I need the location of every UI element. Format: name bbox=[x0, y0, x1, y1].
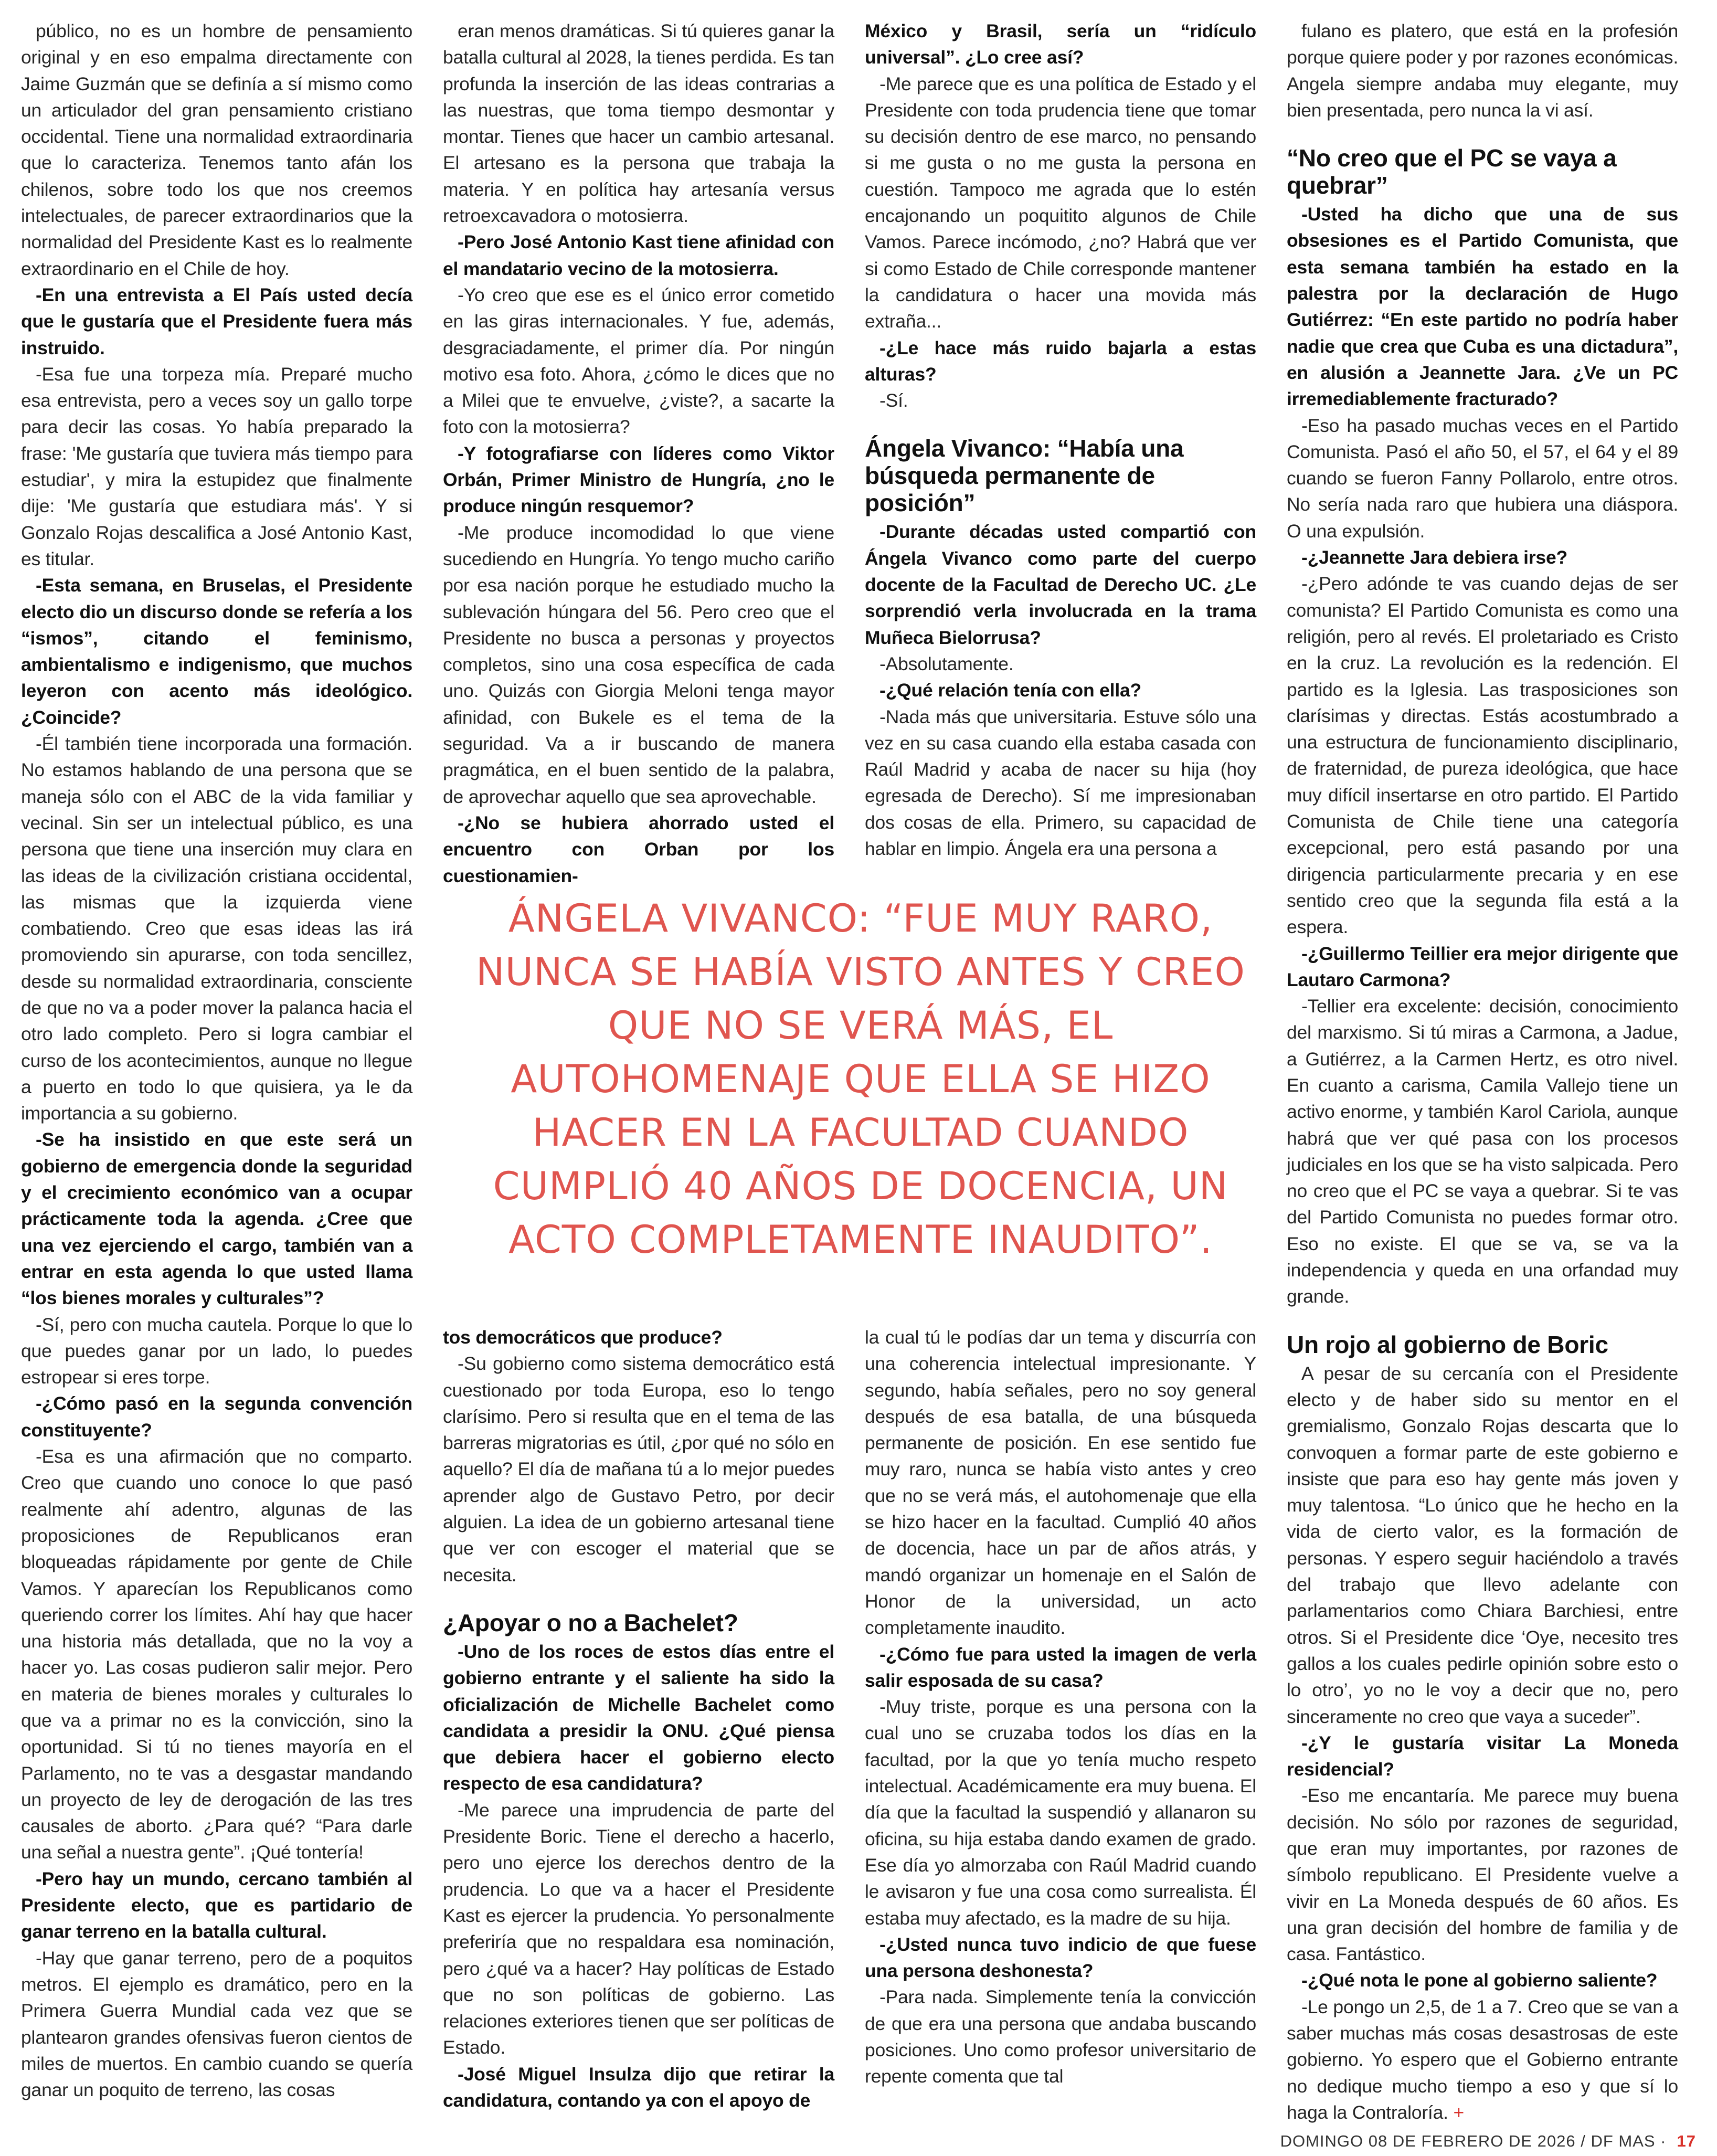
interview-question: México y Brasil, sería un “ridículo universal”. ¿Lo cree así? bbox=[865, 20, 1256, 68]
interview-question: -¿Jeannette Jara debiera irse? bbox=[1301, 547, 1567, 568]
body-paragraph: -Sí, pero con mucha cautela. Porque lo que lo que puedes ganar por un lado, lo puedes estropear si eres torpe. bbox=[21, 1314, 412, 1388]
column-4 bbox=[1287, 18, 1678, 2126]
section-heading: Un rojo al gobierno de Boric bbox=[1287, 1330, 1608, 1358]
interview-question: -Uno de los roces de estos días entre el gobierno entrante y el saliente ha sido la oficialización de Michelle Bachelet como candidata a presidir la ONU. ¿Qué piensa que debiera hacer el gobierno electo respecto de esa candidatura? bbox=[443, 1641, 834, 1794]
body-paragraph: -Me parece una imprudencia de parte del Presidente Boric. Tiene el derecho a hacerlo, pero uno ejerce los derechos dentro de la prudencia. Lo que va a hacer el Presidente Kast es ejercer la prudencia. Yo personalmente preferiría que no respaldara esa nominación, pero ¿qué va a hacer? Hay políticas de Estado que no son políticas de gobierno. Las relaciones exteriores tienen que ser políticas de Estado. bbox=[443, 1799, 834, 2058]
interview-question: -¿Cómo fue para usted la imagen de verla salir esposada de su casa? bbox=[865, 1643, 1256, 1691]
body-paragraph: -Me produce incomodidad lo que viene sucediendo en Hungría. Yo tengo mucho cariño por esa nación porque he estudiado mucho la sublevación húngara del 56. Pero creo que el Presidente no busca a personas y proyectos completos, sino una cosa específica de cada uno. Quizás con Giorgia Meloni tenga mayor afinidad, con Bukele es el tema de la seguridad. Va a ir buscando de manera pragmática, en el buen sentido de la palabra, de aprovechar aquello que sea aprovechable. bbox=[443, 522, 834, 807]
interview-question: -Usted ha dicho que una de sus obsesiones es el Partido Comunista, que esta semana también ha estado en la palestra por la declaración de Hugo Gutiérrez: “En este partido no podría haber nadie que crea que Cuba es una dictadura”, en alusión a Jeannette Jara. ¿Ve un PC irremediablemente fracturado? bbox=[1287, 204, 1678, 410]
end-mark: + bbox=[1448, 2101, 1465, 2123]
column-3-top bbox=[865, 18, 1256, 862]
page-footer bbox=[1280, 2132, 1696, 2151]
body-paragraph: -Eso ha pasado muchas veces en el Partido Comunista. Pasó el año 50, el 57, el 64 y el 89 cuando se fueron Fanny Pollarolo, entre otros. No sería nada raro que hubiera una diáspora. O una expulsión. bbox=[1287, 415, 1678, 542]
body-paragraph: -Tellier era excelente: decisión, conocimiento del marxismo. Si tú miras a Carmona, a Jadue, a Gutiérrez, a la Carmen Hertz, es otro nivel. En cuanto a carisma, Camila Vallejo tiene un activo enorme, y también Karol Cariola, aunque habrá que ver qué pasa con los procesos judiciales en los que se ha visto salpicada. Pero no creo que el PC se vaya a quebrar. Si te vas del Partido Comunista no puedes formar otro. Eso no existe. El que se va, se va la independencia y queda en una orfandad muy grande. bbox=[1287, 996, 1678, 1307]
interview-question: -¿Guillermo Teillier era mejor dirigente que Lautaro Carmona? bbox=[1287, 943, 1678, 990]
interview-question: -Pero hay un mundo, cercano también al Presidente electo, que es partidario de ganar terreno en la batalla cultural. bbox=[21, 1868, 412, 1942]
interview-question: -¿Qué nota le pone al gobierno saliente? bbox=[1301, 1970, 1658, 1991]
body-paragraph: fulano es platero, que está en la profesión porque quiere poder y por razones económicas. Angela siempre andaba muy elegante, muy bien presentada, pero nunca la vi así. bbox=[1287, 20, 1678, 121]
body-paragraph: -Él también tiene incorporada una formación. No estamos hablando de una persona que se maneja sólo con el ABC de la vida familiar y vecinal. Sin ser un intelectual público, es una persona que tiene una inserción muy clara en las ideas de la civilización cristiana occidental, las mismas que la izquierda viene combatiendo. Creo que esas ideas las irá promoviendo sin apurarse, con toda sencillez, desde su normalidad extraordinaria, consciente de que no va a poder mover la palanca hacia el otro lado completo. Pero si logra cambiar el curso de los acontecimientos, aunque no llegue a puerto en todo lo que quisiera, ya le da importancia a su gobierno. bbox=[21, 733, 412, 1124]
column-3-bottom bbox=[865, 1324, 1256, 2090]
interview-question: -¿Usted nunca tuvo indicio de que fuese una persona deshonesta? bbox=[865, 1933, 1256, 1982]
body-paragraph: la cual tú le podías dar un tema y discurría con una coherencia intelectual impresionante. Y segundo, había señales, pero no soy general después de esa batalla, de una búsqueda permanente de posición. En ese sentido fue muy raro, nunca se había visto antes y creo que no se verá más, el autohomenaje que ella se hizo hacer en la facultad. Cumplió 40 años de docencia, hace un par de años atrás, y mandó organizar un homenaje en el Salón de Honor de la universidad, un acto completamente inaudito. bbox=[865, 1327, 1256, 1639]
interview-question: -Se ha insistido en que este será un gobierno de emergencia donde la seguridad y el crecimiento económico van a ocupar prácticamente toda la agenda. ¿Cree que una vez ejerciendo el cargo, también van a entrar en esta agenda lo que usted llama “los bienes morales y culturales”? bbox=[21, 1129, 412, 1309]
interview-question: -En una entrevista a El País usted decía que le gustaría que el Presidente fuera más instruido. bbox=[21, 284, 412, 358]
interview-question: -José Miguel Insulza dijo que retirar la candidatura, contando ya con el apoyo de bbox=[443, 2063, 834, 2111]
body-paragraph: -Para nada. Simplemente tenía la convicción de que era una persona que andaba buscando posiciones. Uno como profesor universitario de repente comenta que tal bbox=[865, 1986, 1256, 2087]
body-paragraph: -Esa fue una torpeza mía. Preparé mucho esa entrevista, pero a veces soy un gallo torpe para decir las cosas. Yo había preparado la frase: 'Me gustaría que tuviera más tiempo para estudiar', y mira la estupidez que finalmente dije: 'Me gustaría que estudiara más'. Y si Gonzalo Rojas descalifica a José Antonio Kast, es titular. bbox=[21, 363, 412, 569]
section-heading: Ángela Vivanco: “Había una búsqueda permanente de posición” bbox=[865, 435, 1184, 517]
body-paragraph: público, no es un hombre de pensamiento original y en eso empalma directamente con Jaime Guzmán que se definía a sí mismo como un articulador del gran pensamiento cristiano occidental. Tiene una normalidad extraordinaria que lo caracteriza. Tenemos tanto afán los chilenos, sobre todo los que nos creemos intelectuales, de parecer extraordinarios que la normalidad del Presidente Kast es lo realmente extraordinario en el Chile de hoy. bbox=[21, 20, 412, 279]
pull-quote: ÁNGELA VIVANCO: “FUE MUY RARO, NUNCA SE HABÍA VISTO ANTES Y CREO QUE NO SE VERÁ MÁS, EL AUTOHOMENAJE QUE ELLA SE HIZO HACER EN LA FACULTAD CUANDO CUMPLIÓ 40 AÑOS DE DOCENCIA, UN ACTO COMPLETAMENTE INAUDITO”. bbox=[476, 896, 1245, 1262]
body-paragraph: -Eso me encantaría. Me parece muy buena decisión. No sólo por razones de seguridad, que eran muy importantes, por razones de símbolo republicano. El Presidente vuelve a vivir en La Moneda después de 60 años. Es una gran decisión del hombre de familia y de casa. Fantástico. bbox=[1287, 1785, 1678, 1965]
body-paragraph: -Esa es una afirmación que no comparto. Creo que cuando uno conoce lo que pasó realmente ahí adentro, algunas de las proposiciones de Republicanos eran bloqueadas rápidamente por gente de Chile Vamos. Y aparecían los Republicanos como queriendo correr los límites. Ahí hay que hacer una historia más detallada, que no la voy a hacer yo. Las cosas pudieron salir mejor. Pero en materia de bienes morales y culturales lo que va a primar no es la convicción, sino la oportunidad. Si tú no tienes mayoría en el Parlamento, no te vas a desgastar mandando un proyecto de ley de derogación de las tres causales de aborto. ¿Para qué? “Para darle una señal a nuestra gente”. ¡Qué tontería! bbox=[21, 1446, 412, 1863]
section-heading: “No creo que el PC se vaya a quebrar” bbox=[1287, 144, 1617, 199]
body-paragraph: eran menos dramáticas. Si tú quieres ganar la batalla cultural al 2028, la tienes perdida. Es tan profunda la inserción de las ideas contrarias a las nuestras, que toma tiempo desmontar y montar. Tienes que hacer un cambio artesanal. El artesano es la persona que trabaja la materia. Y en política hay artesanía versus retroexcavadora o motosierra. bbox=[443, 20, 834, 227]
body-paragraph: -Le pongo un 2,5, de 1 a 7. Creo que se van a saber muchas más cosas desastrosas de este gobierno. Yo espero que el Gobierno entrante no dedique mucho tiempo a eso y que sí lo haga la Contraloría. + bbox=[1287, 1996, 1678, 2123]
body-paragraph: -Absolutamente. bbox=[879, 653, 1014, 674]
interview-question: tos democráticos que produce? bbox=[443, 1327, 723, 1348]
section-heading: ¿Apoyar o no a Bachelet? bbox=[443, 1609, 738, 1636]
body-paragraph: -Sí. bbox=[879, 390, 908, 411]
interview-question: -¿Le hace más ruido bajarla a estas alturas? bbox=[865, 337, 1256, 385]
interview-question: -Y fotografiarse con líderes como Viktor Orbán, Primer Ministro de Hungría, ¿no le produce ningún resquemor? bbox=[443, 442, 834, 517]
interview-question: -¿Cómo pasó en la segunda convención constituyente? bbox=[21, 1393, 412, 1441]
body-paragraph: -Me parece que es una política de Estado y el Presidente con toda prudencia tiene que tomar su decisión dentro de ese marco, no pensando si me gusta o no me gusta la persona en cuestión. Tampoco me agrada que lo estén encajonando un poquitito algunos de Chile Vamos. Parece incómodo, ¿no? Habrá que ver si como Estado de Chile corresponde mantener la candidatura o hacer una movida más extraña... bbox=[865, 73, 1256, 332]
column-2-bottom bbox=[443, 1324, 834, 2113]
body-paragraph: -Su gobierno como sistema democrático está cuestionado por toda Europa, eso lo tengo clarísimo. Pero si resulta que en el tema de las barreras migratorias es útil, ¿por qué no sólo en aquello? El día de mañana tú a lo mejor puedes aprender algo de Gustavo Petro, por decir alguien. La idea de un gobierno artesanal tiene que ver con escoger el material que se necesita. bbox=[443, 1353, 834, 1586]
interview-question: -¿Qué relación tenía con ella? bbox=[879, 680, 1142, 701]
body-paragraph: -Muy triste, porque es una persona con la cual uno se cruzaba todos los días en la facultad, por la que yo tenía mucho respeto intelectual. Académicamente era muy buena. El día que la facultad la suspendió y allanaron su oficina, su hija estaba dando examen de grado. Ese día yo almorzaba con Raúl Madrid cuando le avisaron y fue una cosa como surrealista. Él estaba muy afectado, es la madre de su hija. bbox=[865, 1696, 1256, 1929]
body-paragraph: A pesar de su cercanía con el Presidente electo y de haber sido su mentor en el gremialismo, Gonzalo Rojas descarta que lo convoquen a formar parte de este gobierno e insiste que para eso hay gente más joven y muy talentosa. “Lo único que he hecho en la vida de cierto valor, es la formación de personas. Y espero seguir haciéndolo a través del trabajo que llevo adelante con parlamentarios como Chiara Barchiesi, entre otros. Si el Presidente dice ‘Oye, necesito tres gallos a los cuales pedirle opinión sobre esto o lo otro’, yo no le voy a decir que no, pero sinceramente no creo que vaya a suceder”. bbox=[1287, 1362, 1678, 1727]
body-paragraph: -Hay que ganar terreno, pero de a poquitos metros. El ejemplo es dramático, pero en la Primera Guerra Mundial cada vez que se plantearon grandes ofensivas fueron cientos de miles de muertos. En cambio cuando se quería ganar un poquito de terreno, las cosas bbox=[21, 1947, 412, 2101]
interview-question: -¿Y le gustaría visitar La Moneda residencial? bbox=[1287, 1732, 1678, 1780]
interview-question: -Esta semana, en Bruselas, el Presidente electo dio un discurso donde se refería a los “ismos”, citando el feminismo, ambientalismo e indigenismo, que muchos leyeron con acento más ideológico. ¿Coincide? bbox=[21, 575, 412, 728]
interview-question: -Pero José Antonio Kast tiene afinidad con el mandatario vecino de la motosierra. bbox=[443, 231, 834, 279]
page-number: 17 bbox=[1677, 2132, 1696, 2150]
interview-question: -¿No se hubiera ahorrado usted el encuentro con Orban por los cuestionamien- bbox=[443, 812, 834, 886]
body-paragraph: -Nada más que universitaria. Estuve sólo una vez en su casa cuando ella estaba casada con Raúl Madrid y acaba de nacer su hija (hoy egresada de Derecho). Sí me impresionaban dos cosas de ella. Primero, su capacidad de hablar en limpio. Ángela era una persona a bbox=[865, 706, 1256, 860]
column-2-top bbox=[443, 18, 834, 889]
body-paragraph: -Yo creo que ese es el único error cometido en las giras internacionales. Y fue, además, desgraciadamente, el primer día. Por ningún motivo esa foto. Ahora, ¿cómo le dices que no a Milei que te envuelve, ¿viste?, a sacarte la foto con la motosierra? bbox=[443, 284, 834, 438]
footer-date: DOMINGO 08 DE FEBRERO DE 2026 / DF MAS · bbox=[1280, 2132, 1667, 2150]
body-paragraph: -¿Pero adónde te vas cuando dejas de ser comunista? El Partido Comunista es como una religión, pero al revés. El proletariado es Cristo en la cruz. La revolución es la redención. El partido es la Iglesia. Las trasposiciones son clarísimas y directas. Estás acostumbrado a una estructura de funcionamiento disciplinario, de fraternidad, de pureza ideológica, que hace muy difícil insertarse en otro partido. El Partido Comunista de Chile tiene una categoría excepcional, pero está pasando por una dirigencia particularmente precaria y en ese sentido creo que la segunda fila está a la espera. bbox=[1287, 573, 1678, 938]
column-1 bbox=[21, 18, 412, 2103]
interview-question: -Durante décadas usted compartió con Ángela Vivanco como parte del cuerpo docente de la Facultad de Derecho UC. ¿Le sorprendió verla involucrada en la trama Muñeca Bielorrusa? bbox=[865, 521, 1256, 648]
